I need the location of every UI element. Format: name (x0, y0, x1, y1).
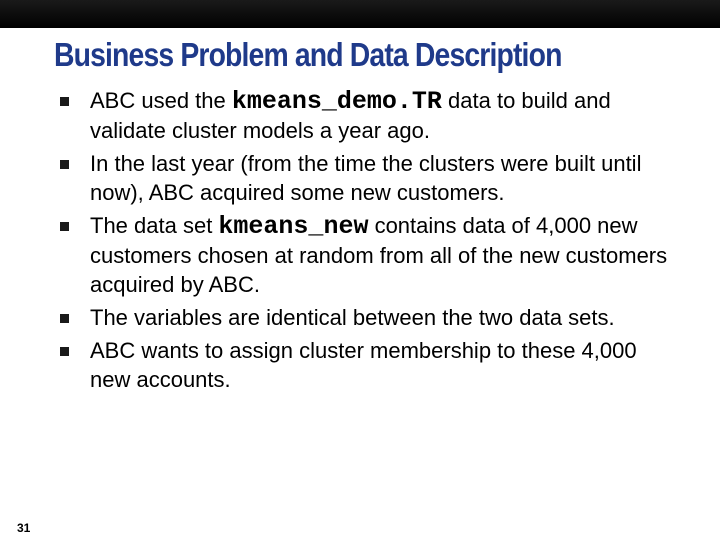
dataset-name: kmeans_new (218, 212, 369, 241)
square-bullet-icon (60, 160, 69, 169)
square-bullet-icon (60, 347, 69, 356)
bullet-item (58, 149, 668, 207)
square-bullet-icon (60, 314, 69, 323)
bullet-text: data to build and validate cluster models a year ago. (90, 88, 611, 143)
bullet-text: ABC used the (90, 88, 232, 113)
dataset-name: kmeans_demo.TR (231, 87, 442, 116)
bullet-item (58, 303, 668, 332)
bullet-item (58, 211, 668, 299)
page-number: 31 (17, 521, 31, 535)
square-bullet-icon (60, 222, 69, 231)
bullet-text: The data set (90, 213, 219, 238)
bullet-text: The variables are identical between the two data sets. (90, 305, 615, 330)
bullet-text: In the last year (from the time the clusters were built until now), ABC acquired some new customers. (90, 151, 642, 205)
slide-title: Business Problem and Data Description (54, 36, 562, 73)
bullet-item (58, 336, 668, 394)
bullet-item (58, 86, 668, 145)
square-bullet-icon (60, 97, 69, 106)
bullet-text: contains data of 4,000 new customers chosen at random from all of the new customers acquired by ABC. (90, 213, 668, 297)
header-bar (0, 0, 720, 28)
bullet-text: ABC wants to assign cluster membership to these 4,000 new accounts. (90, 338, 637, 392)
bullet-list (58, 86, 668, 398)
